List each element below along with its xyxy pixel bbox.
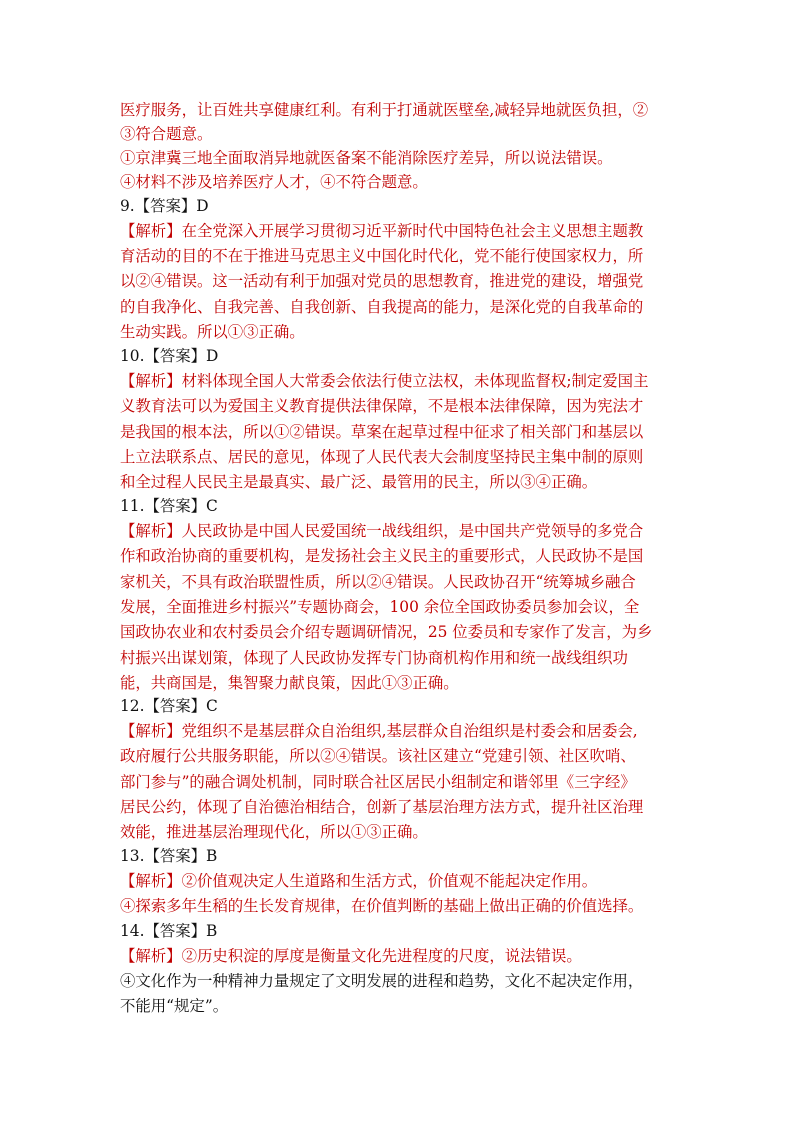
analysis-line: 政府履行公共服务职能，所以②④错误。该社区建立“党建引领、社区吹哨、 (120, 747, 636, 765)
analysis-line: 【解析】材料体现全国人大常委会依法行使立法权，未体现监督权;制定爱国主 (120, 372, 649, 390)
text-line: ③符合题意。 (120, 125, 213, 143)
analysis-line: 【解析】人民政协是中国人民爱国统一战线组织，是中国共产党领导的多党合 (120, 522, 644, 540)
analysis-line: 发展，全面推进乡村振兴”专题协商会，100 余位全国政协委员参加会议，全 (120, 598, 640, 616)
analysis-line: 的自我净化、自我完善、自我创新、自我提高的能力，是深化党的自我革命的 (120, 298, 644, 316)
analysis-line: 部门参与”的融合调处机制，同时联合社区居民小组制定和谐邻里《三字经》 (120, 773, 636, 791)
analysis-line: 效能，推进基层治理现代化，所以①③正确。 (120, 823, 428, 841)
answer-heading: 11.【答案】C (120, 497, 218, 515)
answer-heading: 13.【答案】B (120, 847, 218, 865)
analysis-line: 【解析】在全党深入开展学习贯彻习近平新时代中国特色社会主义思想主题教 (120, 222, 644, 240)
analysis-line: 上立法联系点、居民的意见，体现了人民代表大会制度坚持民主集中制的原则 (120, 448, 644, 466)
answer-heading: 14.【答案】B (120, 922, 218, 940)
text-line: ①京津冀三地全面取消异地就医备案不能消除医疗差异，所以说法错误。 (120, 149, 613, 167)
analysis-line: 国政协农业和农村委员会介绍专题调研情况，25 位委员和专家作了发言，为乡 (120, 623, 653, 641)
text-line: ④材料不涉及培养医疗人才，④不符合题意。 (120, 173, 428, 191)
answer-heading: 10.【答案】D (120, 347, 219, 365)
analysis-line: 【解析】②历史积淀的厚度是衡量文化先进程度的尺度，说法错误。 (120, 947, 582, 965)
text-line: 医疗服务，让百姓共享健康红利。有利于打通就医壁垒,减轻异地就医负担，② (120, 101, 649, 119)
analysis-line: 【解析】②价值观决定人生道路和生活方式，价值观不能起决定作用。 (120, 872, 598, 890)
analysis-line: 育活动的目的不在于推进马克思主义中国化时代化，党不能行使国家权力，所 (120, 247, 644, 265)
analysis-line: 作和政治协商的重要机构，是发扬社会主义民主的重要形式，人民政协不是国 (120, 547, 644, 565)
analysis-line: 不能用“规定”。 (120, 997, 229, 1015)
answer-heading: 9.【答案】D (120, 197, 209, 215)
analysis-line: 生动实践。所以①③正确。 (120, 323, 305, 341)
analysis-line: 家机关，不具有政治联盟性质，所以②④错误。人民政协召开“统筹城乡融合 (120, 573, 636, 591)
analysis-line: ④探索多年生稻的生长发育规律，在价值判断的基础上做出正确的价值选择。 (120, 897, 644, 915)
analysis-line: 【解析】党组织不是基层群众自治组织,基层群众自治组织是村委会和居委会, (120, 722, 638, 740)
analysis-line: 以②④错误。这一活动有利于加强对党员的思想教育，推进党的建设，增强党 (120, 272, 644, 290)
analysis-line: 是我国的根本法，所以①②错误。草案在起草过程中征求了相关部门和基层以 (120, 423, 644, 441)
analysis-line: 能，共商国是，集智聚力献良策，因此①③正确。 (120, 674, 459, 692)
analysis-line: ④文化作为一种精神力量规定了文明发展的进程和趋势，文化不起决定作用， (120, 972, 644, 990)
analysis-line: 居民公约，体现了自治德治相结合，创新了基层治理方法方式，提升社区治理 (120, 798, 644, 816)
analysis-line: 村振兴出谋划策，体现了人民政协发挥专门协商机构作用和统一战线组织功 (120, 649, 628, 667)
answer-heading: 12.【答案】C (120, 697, 218, 715)
analysis-line: 义教育法可以为爱国主义教育提供法律保障，不是根本法律保障，因为宪法才 (120, 397, 644, 415)
analysis-line: 和全过程人民民主是最真实、最广泛、最管用的民主，所以③④正确。 (120, 473, 598, 491)
